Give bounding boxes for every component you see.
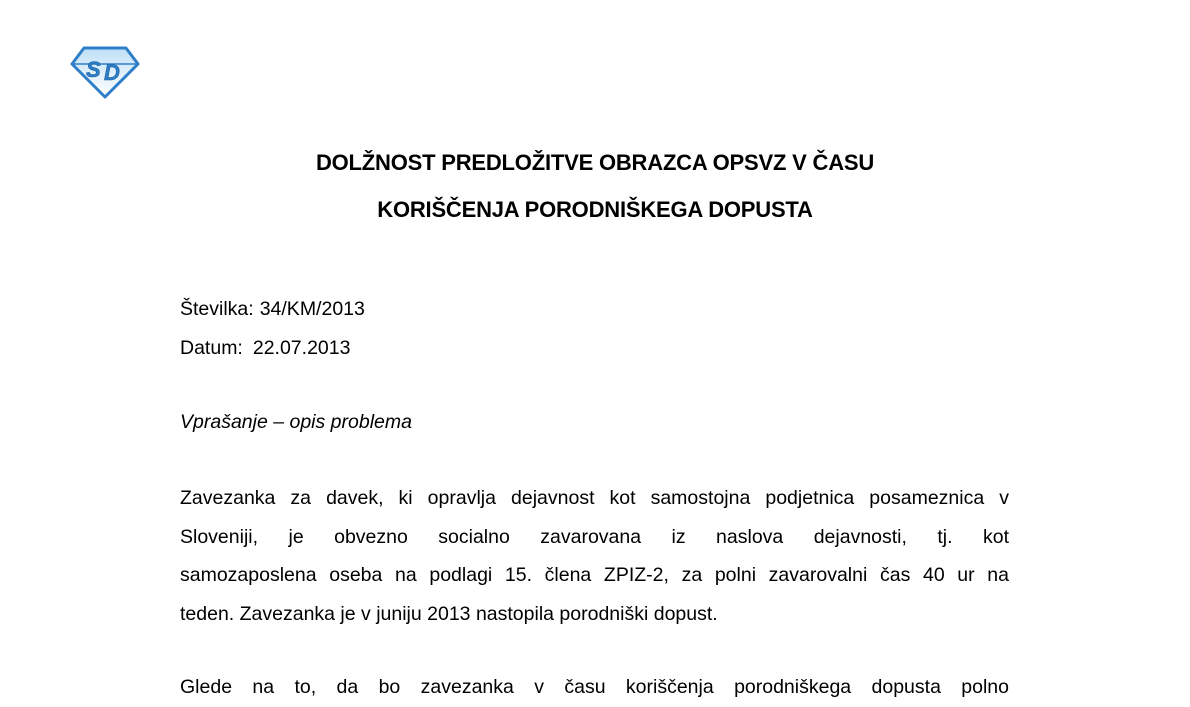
paragraph-1 (180, 479, 1009, 633)
paragraph-line: Zavezanka za davek, ki opravlja dejavnost kot samostojna podjetnica posameznica v (180, 487, 1009, 509)
document-number-label: Številka: (180, 298, 254, 320)
paragraph-line: teden. Zavezanka je v juniju 2013 nastopila porodniški dopust. (180, 602, 718, 625)
sd-shield-logo-icon (70, 44, 140, 99)
document-number (180, 298, 365, 321)
svg-text:S: S (86, 57, 101, 82)
document-number-value: 34/KM/2013 (259, 298, 365, 320)
paragraph-line: Glede na to, da bo zavezanka v času koriščenja porodniškega dopusta polno (180, 676, 1009, 698)
document-date-label: Datum: (180, 337, 243, 359)
document-title-line-1: DOLŽNOST PREDLOŽITVE OBRAZCA OPSVZ V ČASU (315, 150, 875, 175)
document-date-value: 22.07.2013 (252, 337, 351, 359)
paragraph-2 (180, 668, 1009, 707)
paragraph-line: Sloveniji, je obvezno socialno zavarovana iz naslova dejavnosti, tj. kot (180, 525, 1009, 548)
section-heading: Vprašanje – opis problema (180, 411, 412, 433)
document-date (180, 337, 350, 360)
svg-text:D: D (104, 60, 120, 85)
document-title-line-2: KORIŠČENJA PORODNIŠKEGA DOPUSTA (377, 197, 813, 222)
paragraph-line: samozaposlena oseba na podlagi 15. člena ZPIZ-2, za polni zavarovalni čas 40 ur na (180, 564, 1009, 586)
